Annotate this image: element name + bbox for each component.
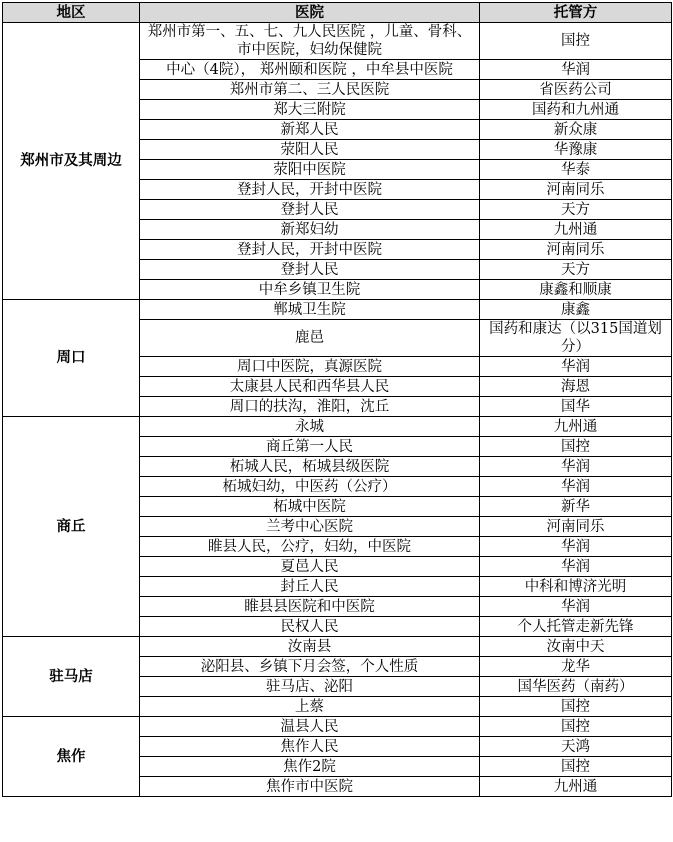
hospital-cell: 太康县人民和西华县人民 — [140, 377, 480, 397]
hospital-cell: 登封人民，开封中医院 — [140, 180, 480, 200]
custodian-cell: 华润 — [480, 60, 672, 80]
custodian-cell: 华润 — [480, 597, 672, 617]
custodian-cell: 国控 — [480, 437, 672, 457]
table-row — [3, 417, 672, 437]
hospital-cell: 焦作市中医院 — [140, 777, 480, 797]
custodian-cell: 国华 — [480, 397, 672, 417]
hospital-cell: 兰考中心医院 — [140, 517, 480, 537]
hospital-cell: 周口的扶沟，淮阳，沈丘 — [140, 397, 480, 417]
header-region: 地区 — [3, 3, 140, 23]
header-row — [3, 3, 672, 23]
region-cell: 郑州市及其周边 — [3, 23, 140, 300]
hospital-cell: 睢县县医院和中医院 — [140, 597, 480, 617]
region-cell: 周口 — [3, 300, 140, 417]
custodian-cell: 省医药公司 — [480, 80, 672, 100]
custodian-cell: 华泰 — [480, 160, 672, 180]
hospital-cell: 焦作2院 — [140, 757, 480, 777]
hospital-cell: 登封人民，开封中医院 — [140, 240, 480, 260]
hospital-cell: 上蔡 — [140, 697, 480, 717]
custodian-cell: 九州通 — [480, 220, 672, 240]
hospital-cell: 新郑妇幼 — [140, 220, 480, 240]
custodian-cell: 九州通 — [480, 417, 672, 437]
hospital-cell: 泌阳县、乡镇下月会签，个人性质 — [140, 657, 480, 677]
custodian-cell: 华润 — [480, 457, 672, 477]
table-row — [3, 300, 672, 320]
hospital-cell: 汝南县 — [140, 637, 480, 657]
custodian-cell: 河南同乐 — [480, 180, 672, 200]
custodian-cell: 国华医药（南药） — [480, 677, 672, 697]
hospital-cell: 柘城人民，柘城县级医院 — [140, 457, 480, 477]
hospital-cell: 新郑人民 — [140, 120, 480, 140]
hospital-cell: 睢县人民，公疗，妇幼，中医院 — [140, 537, 480, 557]
hospital-cell: 鹿邑 — [140, 320, 480, 357]
custodian-cell: 个人托管走新先锋 — [480, 617, 672, 637]
custodian-cell: 国控 — [480, 717, 672, 737]
custodian-cell: 天方 — [480, 200, 672, 220]
region-cell: 商丘 — [3, 417, 140, 637]
hospital-cell: 柘城妇幼，中医药（公疗） — [140, 477, 480, 497]
custodian-cell: 华豫康 — [480, 140, 672, 160]
hospital-cell: 民权人民 — [140, 617, 480, 637]
custodian-cell: 康鑫和顺康 — [480, 280, 672, 300]
custodian-cell: 华润 — [480, 357, 672, 377]
custodian-cell: 康鑫 — [480, 300, 672, 320]
custodian-cell: 河南同乐 — [480, 240, 672, 260]
hospital-cell: 郑州市第二、三人民医院 — [140, 80, 480, 100]
hospital-cell: 郑大三附院 — [140, 100, 480, 120]
custodian-cell: 华润 — [480, 557, 672, 577]
region-cell: 焦作 — [3, 717, 140, 797]
hospital-cell: 荥阳人民 — [140, 140, 480, 160]
header-custodian: 托管方 — [480, 3, 672, 23]
hospital-cell: 中牟乡镇卫生院 — [140, 280, 480, 300]
table-body — [3, 23, 672, 797]
custodian-cell: 九州通 — [480, 777, 672, 797]
hospital-custodian-table — [2, 2, 672, 797]
hospital-cell: 登封人民 — [140, 200, 480, 220]
custodian-cell: 河南同乐 — [480, 517, 672, 537]
custodian-cell: 国控 — [480, 23, 672, 60]
custodian-cell: 汝南中天 — [480, 637, 672, 657]
custodian-cell: 华润 — [480, 537, 672, 557]
hospital-cell: 登封人民 — [140, 260, 480, 280]
hospital-cell: 夏邑人民 — [140, 557, 480, 577]
hospital-cell: 永城 — [140, 417, 480, 437]
hospital-cell: 周口中医院，真源医院 — [140, 357, 480, 377]
custodian-cell: 华润 — [480, 477, 672, 497]
custodian-cell: 中科和博济光明 — [480, 577, 672, 597]
table-row — [3, 717, 672, 737]
hospital-cell: 柘城中医院 — [140, 497, 480, 517]
region-cell: 驻马店 — [3, 637, 140, 717]
hospital-cell: 驻马店、泌阳 — [140, 677, 480, 697]
hospital-cell: 商丘第一人民 — [140, 437, 480, 457]
custodian-cell: 国控 — [480, 757, 672, 777]
custodian-cell: 新众康 — [480, 120, 672, 140]
custodian-cell: 天方 — [480, 260, 672, 280]
hospital-cell: 温县人民 — [140, 717, 480, 737]
custodian-cell: 龙华 — [480, 657, 672, 677]
custodian-cell: 国药和九州通 — [480, 100, 672, 120]
hospital-cell: 焦作人民 — [140, 737, 480, 757]
custodian-cell: 海恩 — [480, 377, 672, 397]
custodian-cell: 国药和康达（以315国道划分） — [480, 320, 672, 357]
header-hospital: 医院 — [140, 3, 480, 23]
custodian-cell: 国控 — [480, 697, 672, 717]
table-container — [2, 2, 672, 797]
hospital-cell: 封丘人民 — [140, 577, 480, 597]
hospital-cell: 中心（4院）， 郑州颐和医院 ，中牟县中医院 — [140, 60, 480, 80]
custodian-cell: 新华 — [480, 497, 672, 517]
hospital-cell: 荥阳中医院 — [140, 160, 480, 180]
table-row — [3, 23, 672, 60]
hospital-cell: 郑州市第一、五、七、九人民医院 ，儿童、骨科、市中医院，妇幼保健院 — [140, 23, 480, 60]
custodian-cell: 天鸿 — [480, 737, 672, 757]
table-row — [3, 637, 672, 657]
hospital-cell: 郸城卫生院 — [140, 300, 480, 320]
